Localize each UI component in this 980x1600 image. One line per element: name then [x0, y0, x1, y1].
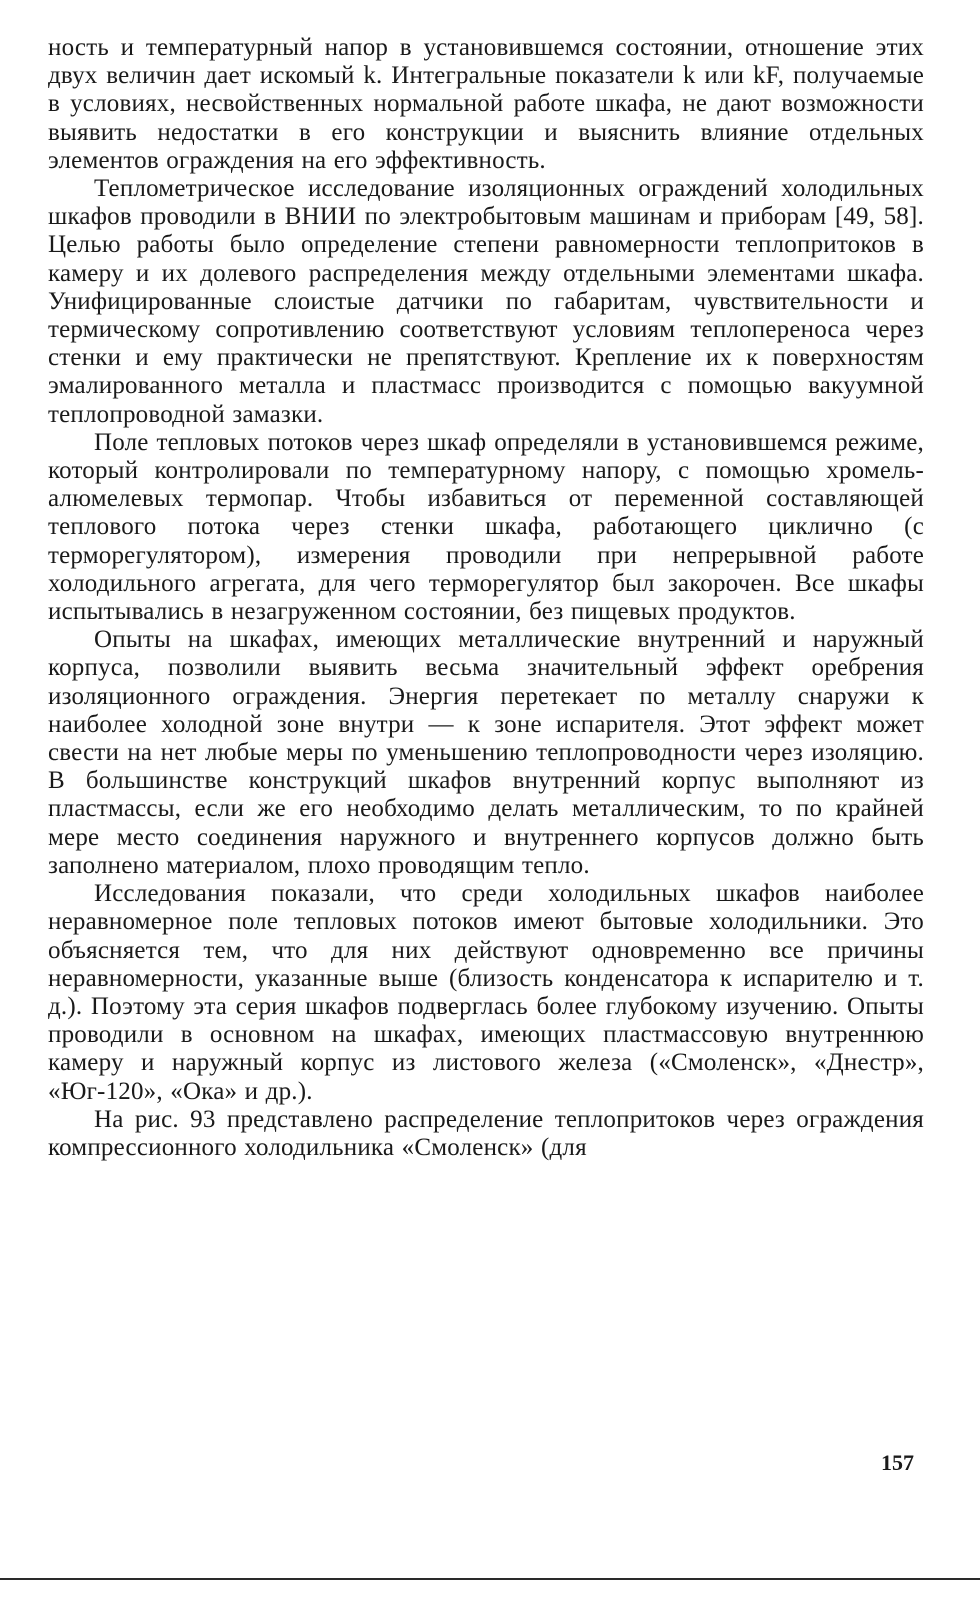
scan-edge-divider: [0, 1578, 980, 1580]
paragraph-6: На рис. 93 представлено распределение теплопритоков через ограждения компрессионного холодильника «Смоленск» (для: [48, 1105, 924, 1161]
paragraph-4: Опыты на шкафах, имеющих металлические внутренний и наружный корпуса, позволили выявить весьма значительный эффект оребрения изоляционного ограждения. Энергия перетекает по металлу снаружи к наиболее холодной зоне внутри — к зоне испарителя. Этот эффект может свести на нет любые меры по уменьшению теплопроводности через изоляцию. В большинстве конструкций шкафов внутренний корпус выполняют из пластмассы, если же его необходимо делать металлическим, то по крайней мере место соединения наружного и внутреннего корпусов должно быть заполнено материалом, плохо проводящим тепло.: [48, 626, 924, 879]
page-body: [48, 34, 924, 1162]
paragraph-3: Поле тепловых потоков через шкаф определяли в установившемся режиме, который контролировали по температурному напору, с помощью хромель-алюмелевых термопар. Чтобы избавиться от переменной составляющей теплового потока через стенки шкафа, работающего циклично (с терморегулятором), измерения проводили при непрерывной работе холодильного агрегата, для чего терморегулятор был закорочен. Все шкафы испытывались в незагруженном состоянии, без пищевых продуктов.: [48, 428, 924, 626]
paragraph-5: Исследования показали, что среди холодильных шкафов наиболее неравномерное поле тепловых потоков имеют бытовые холодильники. Это объясняется тем, что для них действуют одновременно все причины неравномерности, указанные выше (близость конденсатора к испарителю и т. д.). Поэтому эта серия шкафов подверглась более глубокому изучению. Опыты проводили в основном на шкафах, имеющих пластмассовую внутреннюю камеру и наружный корпус из листового железа («Смоленск», «Днестр», «Юг-120», «Ока» и др.).: [48, 880, 924, 1105]
paragraph-2: Теплометрическое исследование изоляционных ограждений холодильных шкафов проводили в ВНИИ по электробытовым машинам и приборам [49, 58]. Целью работы было определение степени равномерности теплопритоков в камеру и их долевого распределения между отдельными элементами шкафа. Унифицированные слоистые датчики по габаритам, чувствительности и термическому сопротивлению соответствуют условиям теплопереноса через стенки и ему практически не препятствуют. Крепление их к поверхностям эмалированного металла и пластмасс производится с помощью вакуумной теплопроводной замазки.: [48, 175, 924, 428]
paragraph-1: ность и температурный напор в установившемся состоянии, отношение этих двух величин дает искомый k. Интегральные показатели k или kF, получаемые в условиях, несвойственных нормальной работе шкафа, не дают возможности выявить недостатки в его конструкции и выяснить влияние отдельных элементов ограждения на его эффективность.: [48, 34, 924, 174]
page-number: 157: [881, 1450, 914, 1475]
